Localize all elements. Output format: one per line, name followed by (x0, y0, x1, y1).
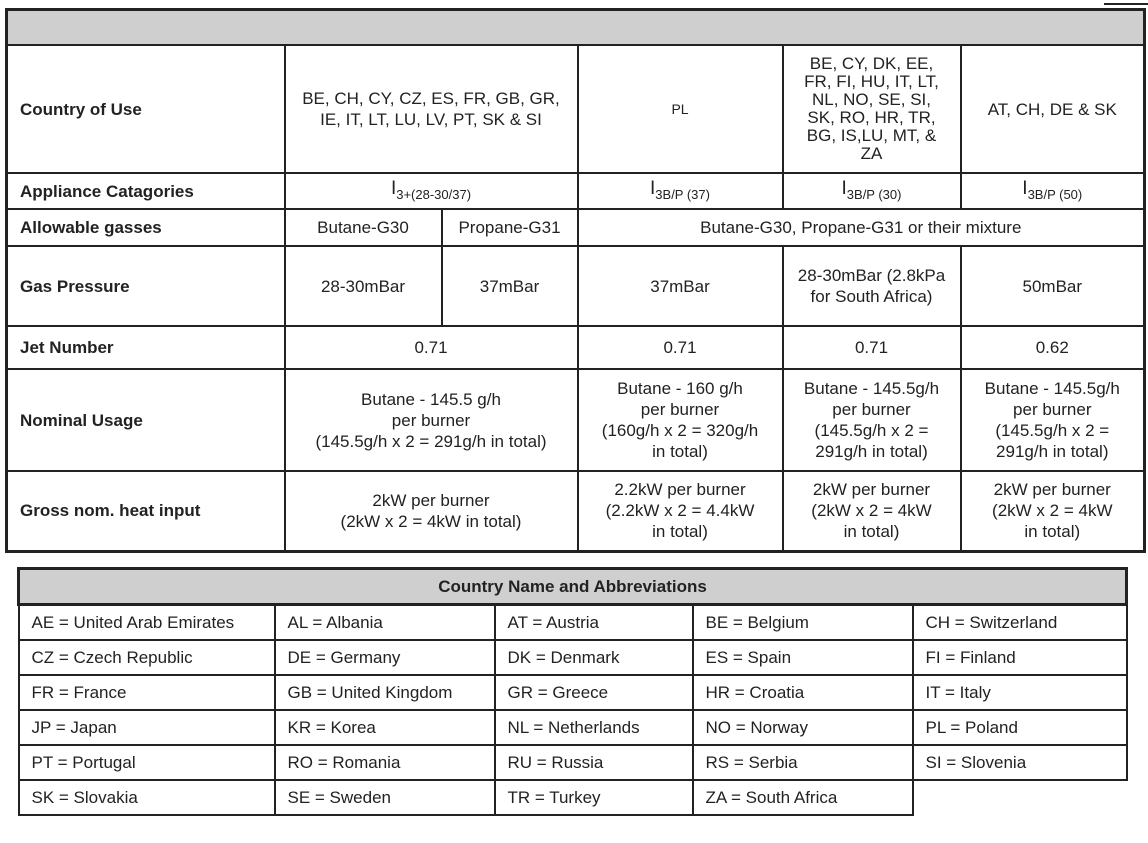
country-cell-2: PL (578, 45, 783, 173)
row-nominal-usage (7, 369, 1145, 471)
abbreviation-row (19, 605, 1127, 641)
category-symbol: I (650, 177, 656, 199)
row-appliance-categories (7, 173, 1145, 209)
abbreviation-cell: ES = Spain (693, 640, 913, 675)
usage-line: per burner (391, 410, 471, 430)
usage-cell-1 (285, 369, 578, 471)
abbreviation-cell: JP = Japan (19, 710, 275, 745)
country-abbreviations-table (17, 567, 1128, 816)
abbreviation-cell: NL = Netherlands (495, 710, 693, 745)
abbreviation-row (19, 640, 1127, 675)
usage-line: 291g/h in total) (815, 442, 928, 461)
abbreviation-cell: AL = Albania (275, 605, 495, 641)
abbreviation-cell: CH = Switzerland (913, 605, 1127, 641)
abbreviation-cell: PT = Portugal (19, 745, 275, 780)
row-allowable-gasses (7, 209, 1145, 246)
heat-cell-2 (578, 471, 783, 551)
usage-cell-3 (783, 369, 961, 471)
category-cell-4 (961, 173, 1145, 209)
category-subscript: 3B/P (50) (1027, 186, 1083, 202)
country-cell-1: BE, CH, CY, CZ, ES, FR, GB, GR, IE, IT, LT, LU, LV, PT, SK & SI (285, 45, 578, 173)
usage-line: Butane - 145.5 g/h (361, 389, 501, 409)
abbreviation-cell: RS = Serbia (693, 745, 913, 780)
heat-line: 2.2kW per burner (614, 480, 746, 500)
jet-cell-2: 0.71 (578, 326, 783, 369)
heat-cell-4 (961, 471, 1145, 551)
row-gas-pressure (7, 246, 1145, 326)
abbreviation-cell: IT = Italy (913, 675, 1127, 710)
usage-line: (160g/h x 2 = 320g/h (601, 421, 759, 440)
abbreviation-cell: ZA = South Africa (693, 780, 913, 815)
category-cell-1 (285, 173, 578, 209)
category-cell-3 (783, 173, 961, 209)
heat-cell-3 (783, 471, 961, 551)
table-header-bar (7, 10, 1145, 46)
abbreviation-cell: FI = Finland (913, 640, 1127, 675)
jet-cell-1: 0.71 (285, 326, 578, 369)
pressure-cell-3: 28-30mBar (2.8kPa for South Africa) (783, 246, 961, 326)
heat-line: in total) (652, 522, 708, 542)
gas-cell-mixture: Butane-G30, Propane-G31 or their mixture (578, 209, 1145, 246)
usage-line: Butane - 160 g/h (617, 379, 743, 398)
usage-line: 291g/h in total) (996, 442, 1109, 461)
abbreviation-cell: SK = Slovakia (19, 780, 275, 815)
heat-cell-1 (285, 471, 578, 551)
usage-line: (145.5g/h x 2 = (995, 421, 1110, 440)
abbreviation-row (19, 710, 1127, 745)
row-label: Gas Pressure (7, 246, 285, 326)
heat-line: (2kW x 2 = 4kW (811, 501, 932, 521)
abbreviation-cell: SI = Slovenia (913, 745, 1127, 780)
pressure-cell-4: 50mBar (961, 246, 1145, 326)
row-label: Appliance Catagories (7, 173, 285, 209)
empty-cell (913, 780, 1127, 815)
category-cell-2 (578, 173, 783, 209)
gas-cell-butane: Butane-G30 (285, 209, 442, 246)
gas-specification-table (5, 8, 1146, 553)
abbreviation-cell: AE = United Arab Emirates (19, 605, 275, 641)
abbreviation-row (19, 675, 1127, 710)
row-label: Nominal Usage (7, 369, 285, 471)
heat-line: in total) (1024, 522, 1081, 542)
category-symbol: I (1022, 177, 1028, 199)
category-subscript: 3+(28-30/37) (396, 186, 472, 202)
usage-cell-4 (961, 369, 1145, 471)
usage-cell-2 (578, 369, 783, 471)
abbreviation-cell: TR = Turkey (495, 780, 693, 815)
abbreviation-cell: CZ = Czech Republic (19, 640, 275, 675)
row-label: Gross nom. heat input (7, 471, 285, 551)
usage-line: per burner (1013, 400, 1092, 419)
abbreviation-cell: PL = Poland (913, 710, 1127, 745)
country-cell-4: AT, CH, DE & SK (961, 45, 1145, 173)
corner-rule (1104, 0, 1148, 5)
abbreviation-cell: FR = France (19, 675, 275, 710)
usage-line: (145.5g/h x 2 = (814, 421, 929, 440)
usage-line: per burner (832, 400, 911, 419)
abbreviation-cell: DK = Denmark (495, 640, 693, 675)
row-gross-heat-input (7, 471, 1145, 551)
abbreviation-cell: RU = Russia (495, 745, 693, 780)
usage-line: (145.5g/h x 2 = 291g/h in total) (315, 431, 547, 451)
abbreviation-cell: RO = Romania (275, 745, 495, 780)
row-country-of-use (7, 45, 1145, 173)
row-label: Allowable gasses (7, 209, 285, 246)
category-symbol: I (841, 177, 847, 199)
jet-cell-3: 0.71 (783, 326, 961, 369)
heat-line: in total) (843, 522, 900, 542)
heat-line: 2kW per burner (372, 490, 490, 510)
row-jet-number (7, 326, 1145, 369)
heat-line: 2kW per burner (812, 480, 931, 500)
row-label: Jet Number (7, 326, 285, 369)
abbreviation-cell: DE = Germany (275, 640, 495, 675)
abbreviation-cell: GR = Greece (495, 675, 693, 710)
abbreviation-cell: SE = Sweden (275, 780, 495, 815)
abbreviation-cell: KR = Korea (275, 710, 495, 745)
heat-line: (2.2kW x 2 = 4.4kW (605, 501, 755, 521)
heat-line: (2kW x 2 = 4kW in total) (340, 511, 522, 531)
abbreviations-title-row (19, 569, 1127, 605)
abbreviation-cell: HR = Croatia (693, 675, 913, 710)
usage-line: per burner (640, 400, 720, 419)
row-label: Country of Use (7, 45, 285, 173)
heat-line: (2kW x 2 = 4kW (992, 501, 1113, 521)
gas-cell-propane: Propane-G31 (442, 209, 578, 246)
abbreviation-row (19, 780, 1127, 815)
usage-line: in total) (652, 442, 708, 461)
category-symbol: I (390, 177, 397, 199)
pressure-cell-2: 37mBar (578, 246, 783, 326)
country-cell-3: BE, CY, DK, EE, FR, FI, HU, IT, LT, NL, NO, SE, SI, SK, RO, HR, TR, BG, IS,LU, MT, & ZA (783, 45, 961, 173)
abbreviations-title: Country Name and Abbreviations (19, 569, 1127, 605)
pressure-cell-1a: 28-30mBar (285, 246, 442, 326)
jet-cell-4: 0.62 (961, 326, 1145, 369)
abbreviation-cell: AT = Austria (495, 605, 693, 641)
usage-line: Butane - 145.5g/h (803, 379, 940, 398)
header-bar-cell (7, 10, 1145, 46)
abbreviation-row (19, 745, 1127, 780)
abbreviation-cell: NO = Norway (693, 710, 913, 745)
category-subscript: 3B/P (37) (655, 186, 710, 202)
heat-line: 2kW per burner (993, 480, 1111, 500)
pressure-cell-1b: 37mBar (442, 246, 578, 326)
usage-line: Butane - 145.5g/h (984, 379, 1120, 398)
category-subscript: 3B/P (30) (846, 186, 902, 202)
abbreviation-cell: BE = Belgium (693, 605, 913, 641)
abbreviation-cell: GB = United Kingdom (275, 675, 495, 710)
